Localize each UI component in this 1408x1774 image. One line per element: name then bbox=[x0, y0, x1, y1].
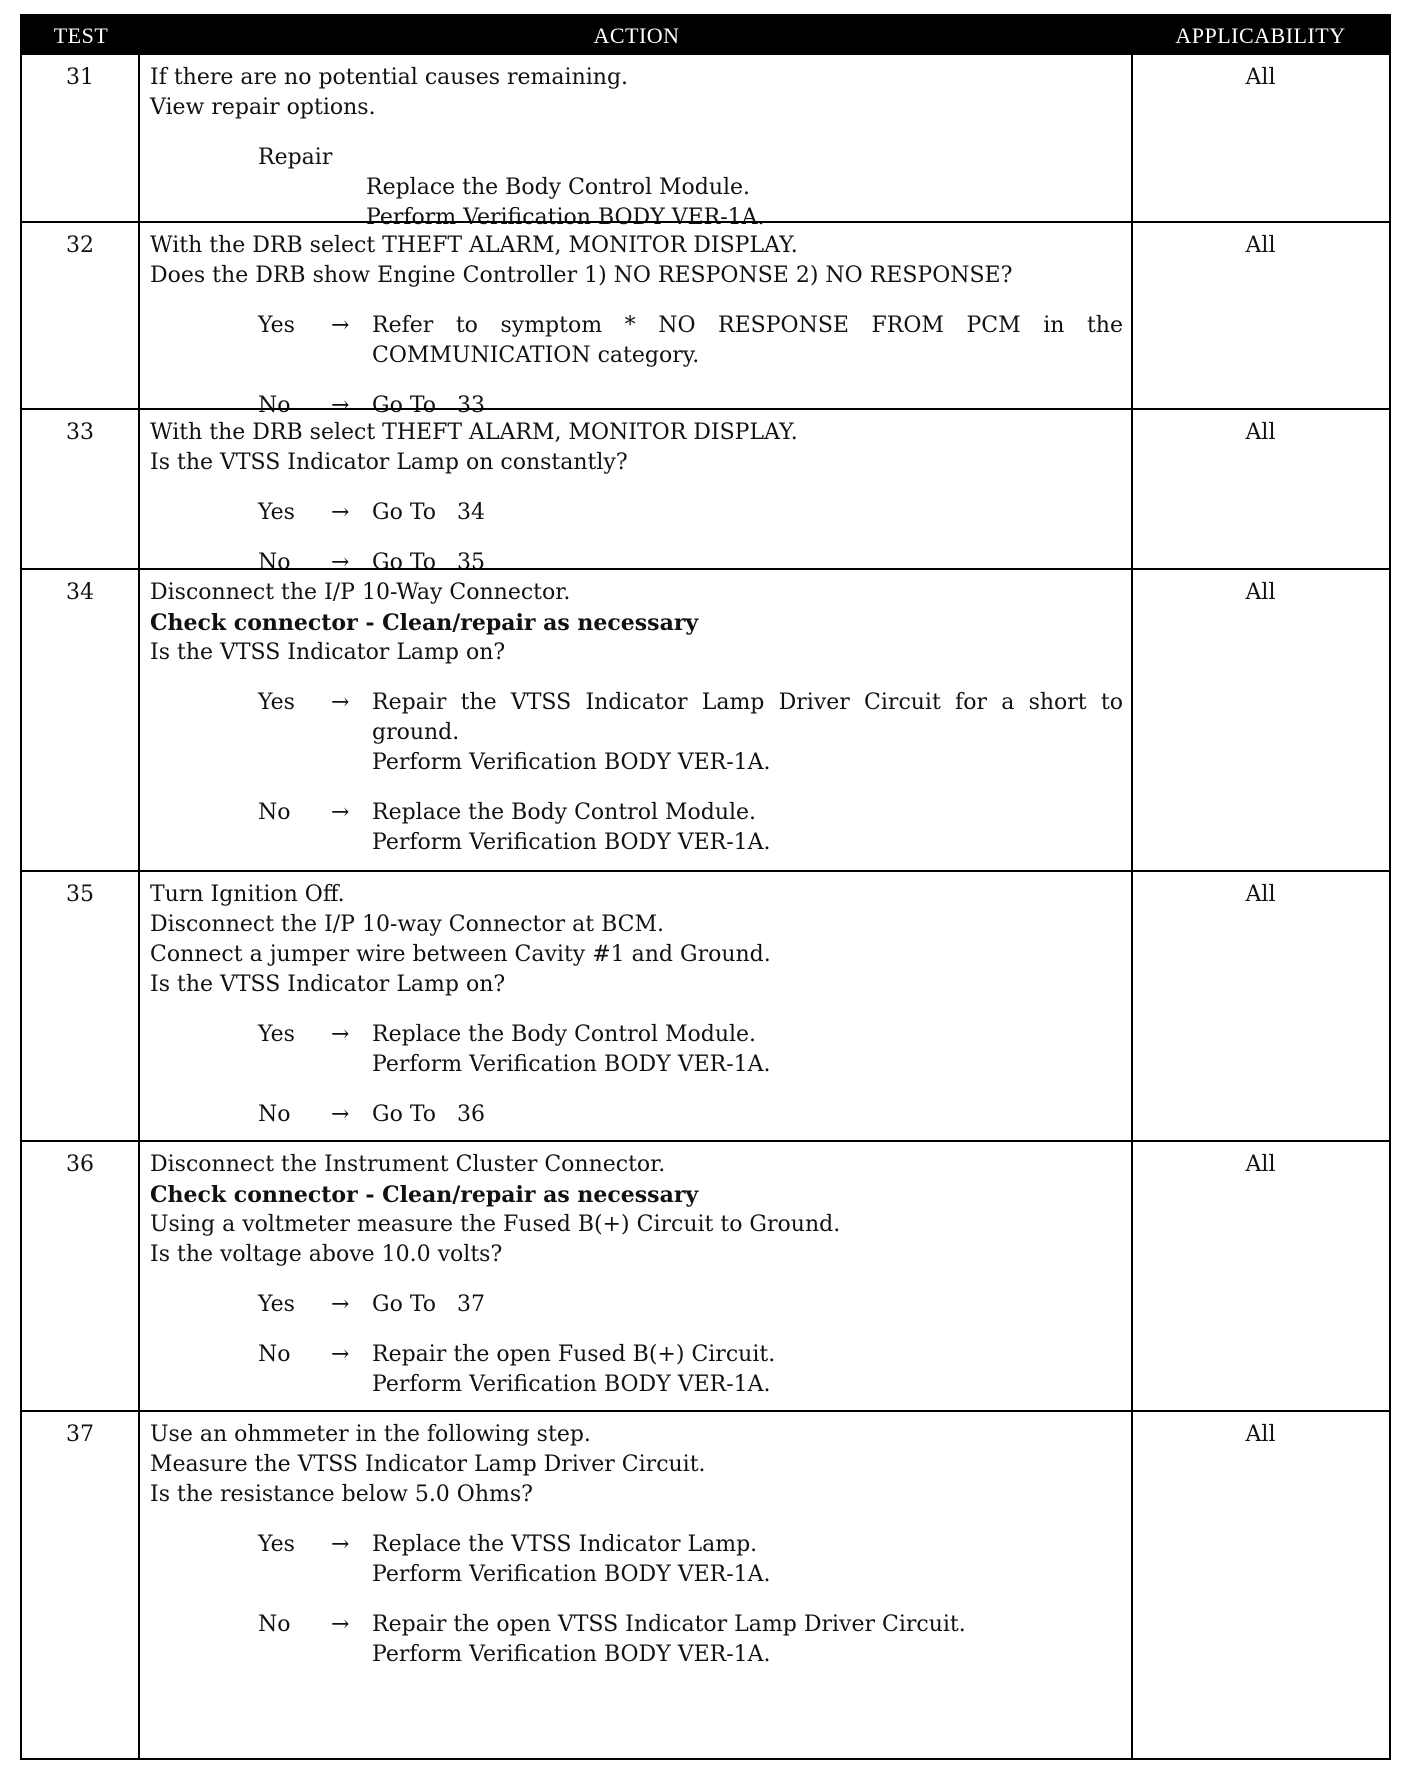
applicability: All bbox=[1245, 233, 1276, 258]
arrow-icon: → bbox=[331, 1342, 350, 1367]
header-applicability: APPLICABILITY bbox=[1175, 23, 1346, 48]
action-step: Is the resistance below 5.0 Ohms? bbox=[150, 1482, 533, 1507]
result-yes bbox=[150, 1530, 1123, 1590]
arrow-icon: → bbox=[331, 393, 350, 418]
result-text: Repair the VTSS Indicator Lamp Driver Circuit for a short to ground. bbox=[372, 690, 1123, 745]
result-text: Refer to symptom * NO RESPONSE FROM PCM in the COMMUNICATION category. bbox=[372, 313, 1123, 368]
result-label: No bbox=[258, 393, 291, 418]
table-row bbox=[22, 221, 1389, 418]
result-label: No bbox=[258, 1342, 291, 1367]
action-step: Connect a jumper wire between Cavity #1 and Ground. bbox=[150, 942, 771, 967]
table-row bbox=[22, 55, 1389, 230]
arrow-icon: → bbox=[331, 500, 350, 525]
action-step: Disconnect the I/P 10-Way Connector. bbox=[150, 580, 571, 605]
result-yes bbox=[150, 1020, 1123, 1080]
result-yes bbox=[150, 311, 1123, 371]
action-step: Using a voltmeter measure the Fused B(+) Circuit to Ground. bbox=[150, 1212, 841, 1237]
result-no bbox=[150, 1610, 1123, 1670]
test-number: 35 bbox=[66, 882, 94, 907]
action-step: Measure the VTSS Indicator Lamp Driver Circuit. bbox=[150, 1452, 706, 1477]
result-yes bbox=[150, 498, 1123, 528]
result-label: Yes bbox=[258, 313, 295, 338]
action-step: If there are no potential causes remaining. bbox=[150, 65, 629, 90]
result-text-2: Perform Verification BODY VER-1A. bbox=[372, 830, 771, 855]
test-number: 31 bbox=[66, 65, 94, 90]
repair-line: Perform Verification BODY VER-1A. bbox=[366, 205, 765, 230]
arrow-icon: → bbox=[331, 1612, 350, 1637]
header-action: ACTION bbox=[593, 23, 680, 48]
result-no bbox=[150, 798, 1123, 858]
result-no bbox=[150, 1340, 1123, 1400]
result-text: Go To 33 bbox=[372, 393, 485, 418]
table-row bbox=[22, 568, 1389, 870]
result-text: Replace the Body Control Module. bbox=[372, 1022, 757, 1047]
test-number: 36 bbox=[66, 1152, 94, 1177]
result-label: No bbox=[258, 800, 291, 825]
result-text-2: Perform Verification BODY VER-1A. bbox=[372, 750, 771, 775]
result-label: Yes bbox=[258, 1022, 295, 1047]
action-step: Is the VTSS Indicator Lamp on? bbox=[150, 640, 506, 665]
action-step: Does the DRB show Engine Controller 1) NO RESPONSE 2) NO RESPONSE? bbox=[150, 263, 1013, 288]
result-text: Replace the VTSS Indicator Lamp. bbox=[372, 1532, 758, 1557]
header-test: TEST bbox=[53, 23, 109, 48]
action-step: Is the VTSS Indicator Lamp on constantly? bbox=[150, 450, 628, 475]
result-text: Go To 35 bbox=[372, 550, 485, 575]
arrow-icon: → bbox=[331, 550, 350, 575]
table-header bbox=[22, 16, 1389, 55]
test-number: 33 bbox=[66, 420, 94, 445]
action-step: Disconnect the Instrument Cluster Connector. bbox=[150, 1152, 666, 1177]
result-yes bbox=[150, 688, 1123, 778]
applicability: All bbox=[1245, 420, 1276, 445]
action-step: With the DRB select THEFT ALARM, MONITOR DISPLAY. bbox=[150, 420, 798, 445]
table-row bbox=[22, 1140, 1389, 1410]
result-text-2: Perform Verification BODY VER-1A. bbox=[372, 1562, 771, 1587]
table-row bbox=[22, 408, 1389, 575]
result-text-2: Perform Verification BODY VER-1A. bbox=[372, 1052, 771, 1077]
arrow-icon: → bbox=[331, 313, 350, 338]
table-row bbox=[22, 1410, 1389, 1760]
repair-line: Replace the Body Control Module. bbox=[366, 175, 751, 200]
result-label: No bbox=[258, 1102, 291, 1127]
result-text: Repair the open VTSS Indicator Lamp Driver Circuit. bbox=[372, 1612, 966, 1637]
result-text-2: Perform Verification BODY VER-1A. bbox=[372, 1372, 771, 1397]
test-number: 32 bbox=[66, 233, 94, 258]
table-row bbox=[22, 870, 1389, 1140]
arrow-icon: → bbox=[331, 800, 350, 825]
result-text: Go To 36 bbox=[372, 1102, 485, 1127]
action-step: With the DRB select THEFT ALARM, MONITOR DISPLAY. bbox=[150, 233, 798, 258]
applicability: All bbox=[1245, 65, 1276, 90]
result-text: Go To 34 bbox=[372, 500, 485, 525]
result-label: Yes bbox=[258, 500, 295, 525]
result-text: Go To 37 bbox=[372, 1292, 485, 1317]
action-step-bold: Check connector - Clean/repair as necessary bbox=[150, 610, 699, 636]
result-label: Yes bbox=[258, 1532, 295, 1557]
action-step: Turn Ignition Off. bbox=[150, 882, 345, 907]
action-step-bold: Check connector - Clean/repair as necessary bbox=[150, 1182, 699, 1208]
diagnostic-table bbox=[20, 14, 1391, 1760]
result-yes bbox=[150, 1290, 1123, 1320]
action-step: Is the voltage above 10.0 volts? bbox=[150, 1242, 503, 1267]
applicability: All bbox=[1245, 1152, 1276, 1177]
action-step: Disconnect the I/P 10-way Connector at BCM. bbox=[150, 912, 664, 937]
applicability: All bbox=[1245, 882, 1276, 907]
arrow-icon: → bbox=[331, 1532, 350, 1557]
action-step: Use an ohmmeter in the following step. bbox=[150, 1422, 591, 1447]
arrow-icon: → bbox=[331, 1022, 350, 1047]
result-label: Yes bbox=[258, 1292, 295, 1317]
action-step: Is the VTSS Indicator Lamp on? bbox=[150, 972, 506, 997]
arrow-icon: → bbox=[331, 690, 350, 715]
result-text-2: Perform Verification BODY VER-1A. bbox=[372, 1642, 771, 1667]
applicability: All bbox=[1245, 580, 1276, 605]
test-number: 37 bbox=[66, 1422, 94, 1447]
result-label: No bbox=[258, 1612, 291, 1637]
arrow-icon: → bbox=[331, 1102, 350, 1127]
result-label: Yes bbox=[258, 690, 295, 715]
test-number: 34 bbox=[66, 580, 94, 605]
result-text: Replace the Body Control Module. bbox=[372, 800, 757, 825]
repair-label: Repair bbox=[258, 145, 333, 170]
action-step: View repair options. bbox=[150, 95, 376, 120]
applicability: All bbox=[1245, 1422, 1276, 1447]
result-text: Repair the open Fused B(+) Circuit. bbox=[372, 1342, 776, 1367]
arrow-icon: → bbox=[331, 1292, 350, 1317]
result-label: No bbox=[258, 550, 291, 575]
result-no bbox=[150, 1100, 1123, 1130]
